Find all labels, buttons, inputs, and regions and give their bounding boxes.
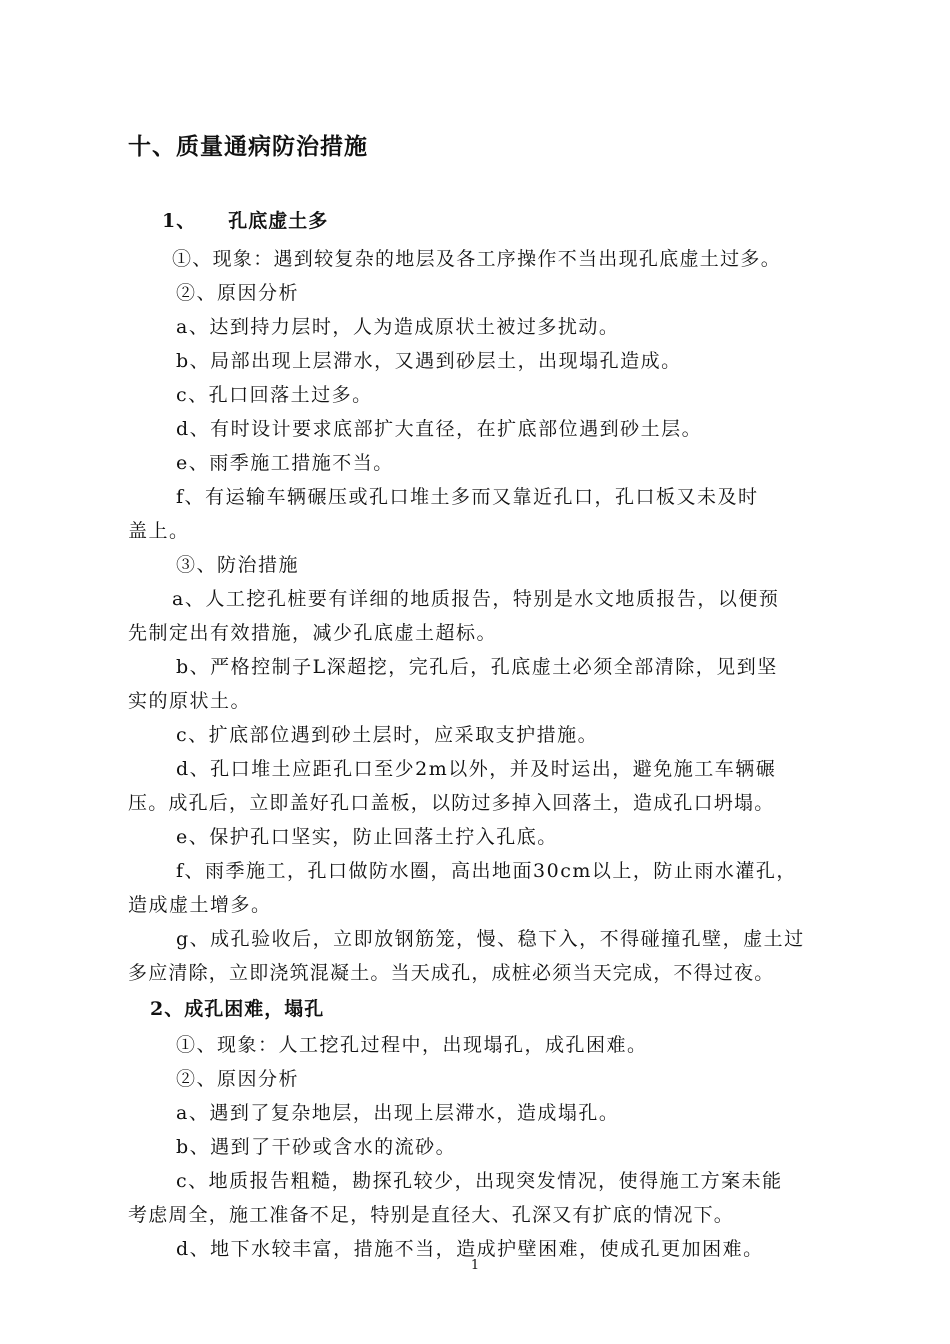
body-line: ①、现象：遇到较复杂的地层及各工序操作不当出现孔底虚土过多。 <box>172 248 782 270</box>
body-line: g、成孔验收后，立即放钢筋笼，慢、稳下入，不得碰撞孔壁，虚土过 <box>176 928 805 950</box>
body-line: e、保护孔口坚实，防止回落土拧入孔底。 <box>176 826 558 848</box>
section-1-heading <box>162 206 902 233</box>
body-line: b、遇到了干砂或含水的流砂。 <box>176 1136 457 1158</box>
body-line: 造成虚土增多。 <box>128 894 272 916</box>
section-1-number: 1、 <box>162 210 197 232</box>
body-line: f、雨季施工，孔口做防水圈，高出地面30cm以上，防止雨水灌孔， <box>176 860 797 882</box>
body-line: b、严格控制子L深超挖，完孔后，孔底虚土必须全部清除，见到坚 <box>176 656 778 678</box>
body-line: d、有时设计要求底部扩大直径，在扩底部位遇到砂土层。 <box>176 418 703 440</box>
section-2-heading: 2、成孔困难，塌孔 <box>150 998 325 1020</box>
body-line: ②、原因分析 <box>176 1068 300 1090</box>
body-line: a、达到持力层时，人为造成原状土被过多扰动。 <box>176 316 620 338</box>
page-number: 1 <box>470 1258 480 1273</box>
body-line: b、局部出现上层滞水，又遇到砂层土，出现塌孔造成。 <box>176 350 682 372</box>
body-line: ①、现象：人工挖孔过程中，出现塌孔，成孔困难。 <box>176 1034 648 1056</box>
body-line: e、雨季施工措施不当。 <box>176 452 394 474</box>
body-line: ③、防治措施 <box>176 554 300 576</box>
body-line: a、遇到了复杂地层，出现上层滞水，造成塌孔。 <box>176 1102 620 1124</box>
body-line: 实的原状土。 <box>128 690 252 712</box>
body-line: c、地质报告粗糙，勘探孔较少，出现突发情况，使得施工方案未能 <box>176 1170 783 1192</box>
body-line: ②、原因分析 <box>176 282 300 304</box>
body-line: c、孔口回落土过多。 <box>176 384 373 406</box>
body-line: f、有运输车辆碾压或孔口堆土多而又靠近孔口，孔口板又未及时 <box>176 486 759 508</box>
body-line: 压。成孔后，立即盖好孔口盖板，以防过多掉入回落土，造成孔口坍塌。 <box>128 792 775 814</box>
body-line: 考虑周全，施工准备不足，特别是直径大、孔深又有扩底的情况下。 <box>128 1204 735 1226</box>
page-title: 十、质量通病防治措施 <box>128 133 368 160</box>
section-1-title: 孔底虚土多 <box>228 210 329 232</box>
body-line: a、人工挖孔桩要有详细的地质报告，特别是水文地质报告，以便预 <box>172 588 780 610</box>
body-line: 先制定出有效措施，减少孔底虚土超标。 <box>128 622 498 644</box>
body-line: 多应清除，立即浇筑混凝土。当天成孔，成桩必须当天完成，不得过夜。 <box>128 962 775 984</box>
body-line: 盖上。 <box>128 520 190 542</box>
body-line: d、孔口堆土应距孔口至少2m以外，并及时运出，避免施工车辆碾 <box>176 758 777 780</box>
body-line: d、地下水较丰富，措施不当，造成护壁困难，使成孔更加困难。 <box>176 1238 764 1260</box>
body-line: c、扩底部位遇到砂土层时，应采取支护措施。 <box>176 724 599 746</box>
